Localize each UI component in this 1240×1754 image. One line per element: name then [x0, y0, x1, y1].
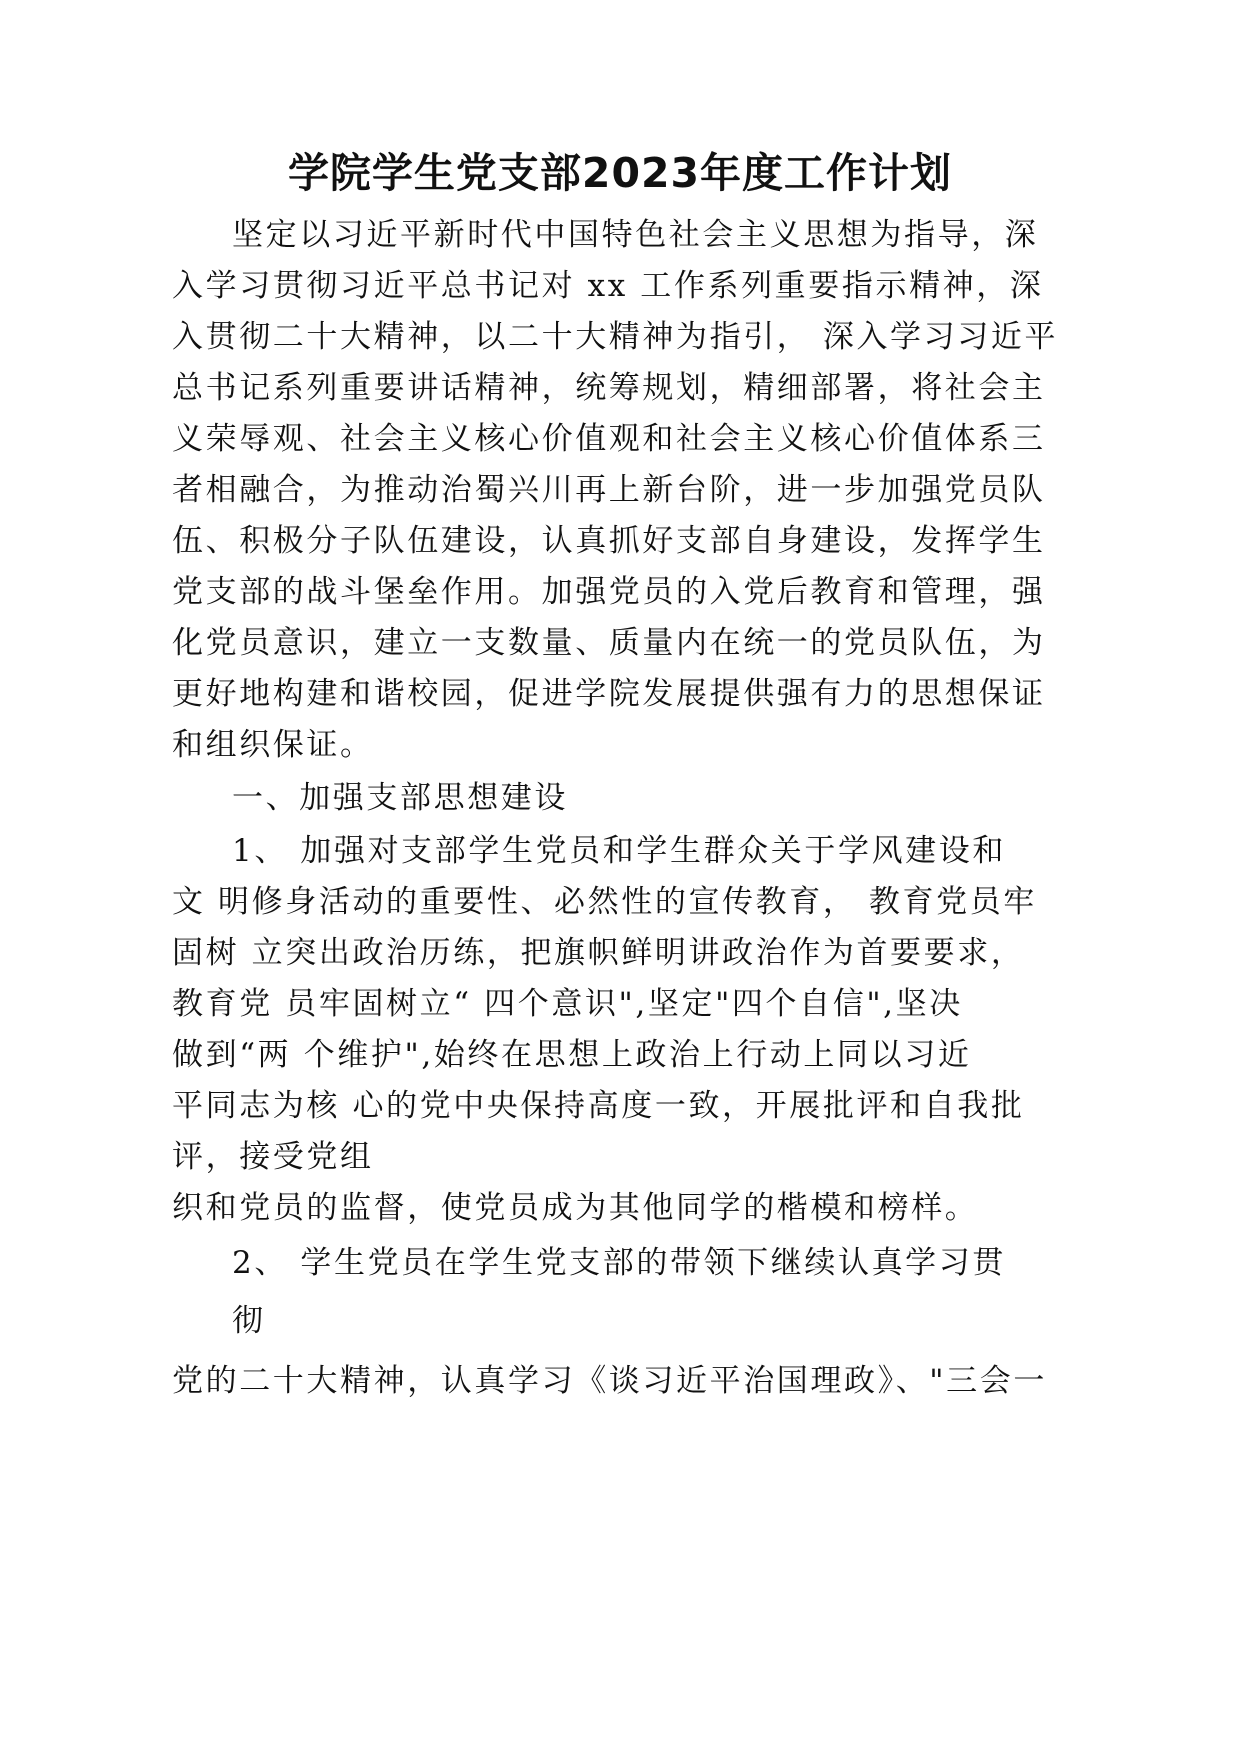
- text-line: 化党员意识，建立一支数量、质量内在统一的党员队伍，为: [172, 625, 1046, 661]
- text-line: 伍、积极分子队伍建设，认真抓好支部自身建设，发挥学生: [172, 523, 1046, 559]
- text-line: 文 明修身活动的重要性、必然性的宣传教育， 教育党员牢: [172, 884, 1037, 920]
- text-line: 教育党 员牢固树立“ 四个意识",坚定"四个自信",坚决: [172, 986, 963, 1022]
- text-line: 彻: [232, 1303, 266, 1339]
- text-line: 更好地构建和谐校园，促进学院发展提供强有力的思想保证: [172, 676, 1046, 712]
- text-line: 1、 加强对支部学生党员和学生群众关于学风建设和: [232, 833, 1006, 869]
- text-line: 党的二十大精神，认真学习《谈习近平治国理政》、"三会一: [172, 1363, 1047, 1399]
- text-line: 2、 学生党员在学生党支部的带领下继续认真学习贯: [232, 1245, 1006, 1281]
- text-line: 总书记系列重要讲话精神，统筹规划，精细部署，将社会主: [172, 370, 1046, 406]
- text-line: 做到“两 个维护",始终在思想上政治上行动上同以习近: [172, 1037, 972, 1073]
- text-line: 和组织保证。: [172, 727, 374, 763]
- text-line: 固树 立突出政治历练，把旗帜鲜明讲政治作为首要要求，: [172, 935, 1025, 971]
- text-line: 者相融合，为推动治蜀兴川再上新台阶，进一步加强党员队: [172, 472, 1046, 508]
- text-line: 坚定以习近平新时代中国特色社会主义思想为指导，深: [232, 217, 1039, 253]
- text-line: 入贯彻二十大精神，以二十大精神为指引， 深入学习习近平: [172, 319, 1059, 355]
- section-heading: 一、加强支部思想建设: [232, 780, 568, 816]
- text-line: 评，接受党组: [172, 1139, 374, 1175]
- text-line: 入学习贯彻习近平总书记对 xx 工作系列重要指示精神，深: [172, 268, 1044, 304]
- text-line: 义荣辱观、社会主义核心价值观和社会主义核心价值体系三: [172, 421, 1046, 457]
- text-line: 平同志为核 心的党中央保持高度一致，开展批评和自我批: [172, 1088, 1025, 1124]
- text-line: 织和党员的监督，使党员成为其他同学的楷模和榜样。: [172, 1190, 979, 1226]
- document-title: 学院学生党支部2023年度工作计划: [287, 149, 953, 197]
- text-line: 党支部的战斗堡垒作用。加强党员的入党后教育和管理，强: [172, 574, 1046, 610]
